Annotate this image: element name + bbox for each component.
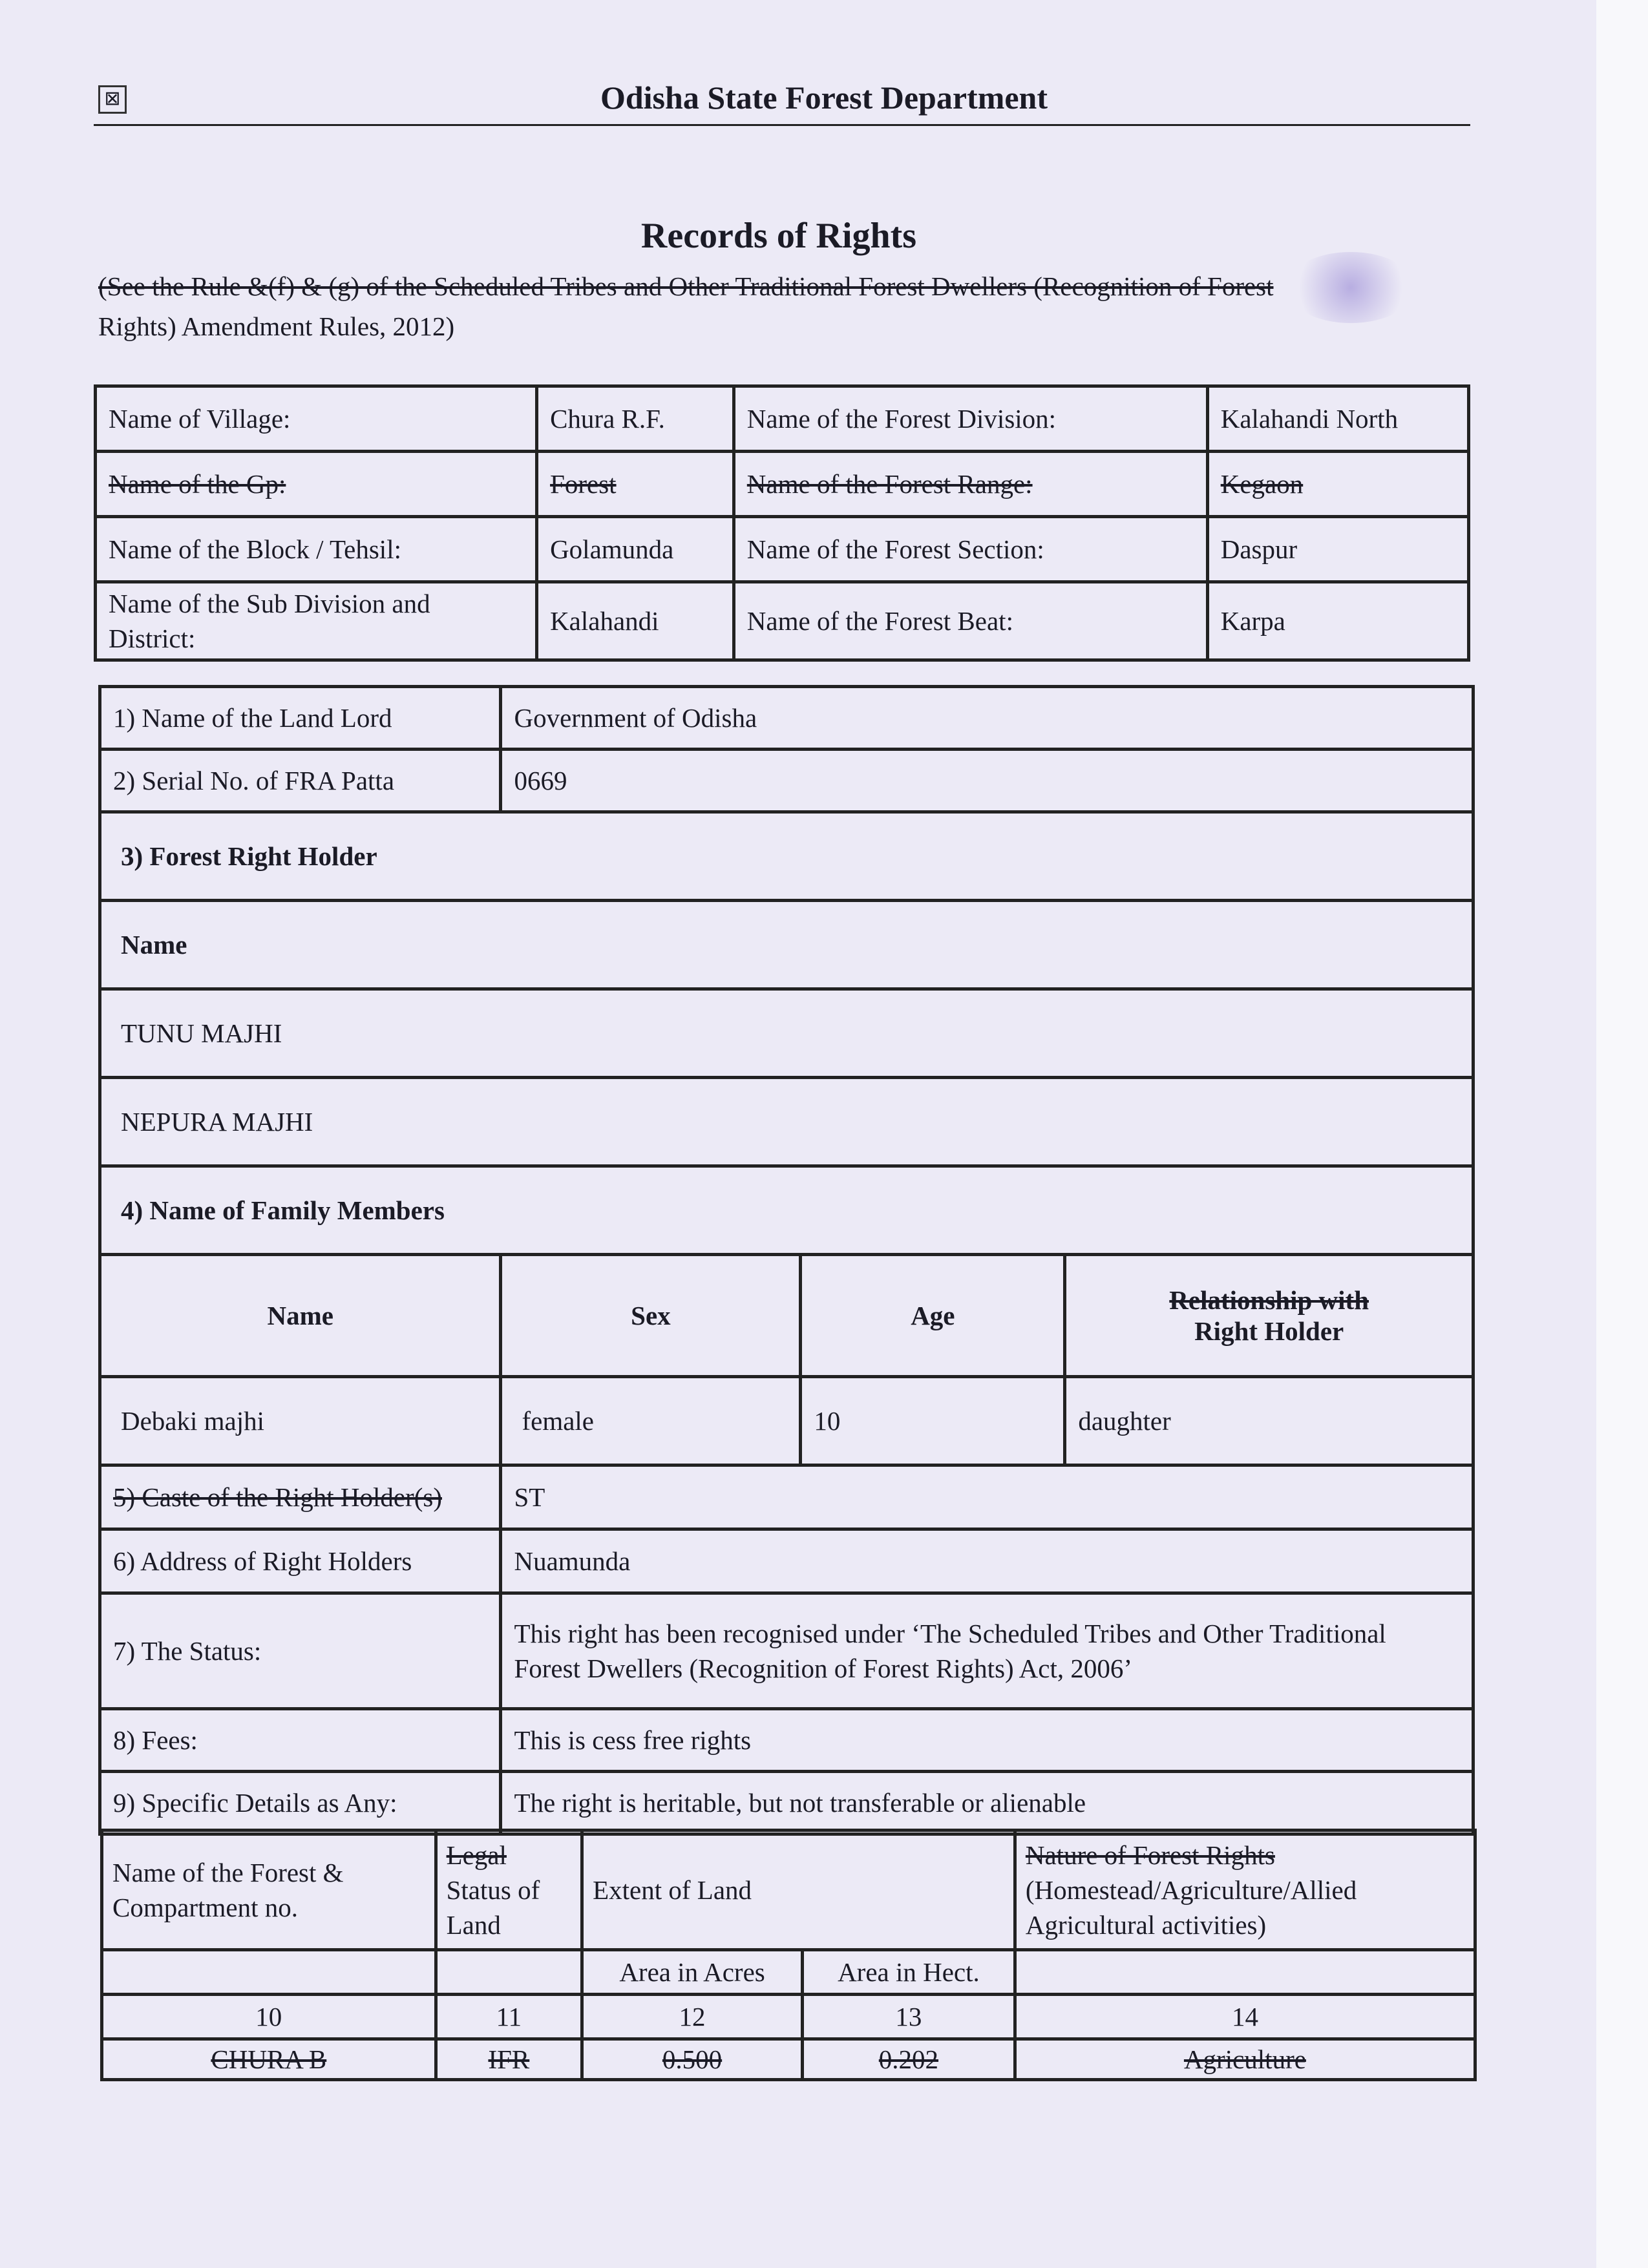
fees-label: 8) Fees:: [100, 1709, 501, 1772]
section-value: Daspur: [1207, 517, 1468, 582]
col-number: 13: [802, 1995, 1015, 2039]
land-legal: IFR: [436, 2039, 582, 2080]
col-number: 11: [436, 1995, 582, 2039]
family-col-sex: Sex: [501, 1255, 801, 1377]
subdiv-value: Kalahandi: [537, 582, 734, 660]
gp-value: Forest: [537, 452, 734, 517]
holder-name: TUNU MAJHI: [100, 989, 1474, 1078]
range-label: Name of the Forest Range:: [734, 452, 1207, 517]
col-acres: Area in Acres: [582, 1950, 803, 1995]
table-row: [100, 750, 1474, 812]
table-row: [102, 1995, 1475, 2039]
col-legal-struck: Legal: [446, 1840, 507, 1870]
status-line-1: This right has been recognised under ‘The Scheduled Tribes and Other Traditional: [514, 1619, 1386, 1648]
col-forest: Name of the Forest & Compartment no.: [102, 1831, 436, 1950]
land-hect: 0.202: [802, 2039, 1015, 2080]
relationship-struck: Relationship with: [1169, 1285, 1369, 1315]
address-value: Nuamunda: [501, 1529, 1474, 1593]
block-value: Golamunda: [537, 517, 734, 582]
family-member-sex: female: [501, 1377, 801, 1465]
x-icon: ⊠: [98, 85, 127, 114]
family-member-relationship: daughter: [1065, 1377, 1474, 1465]
subtitle-rest: Rights) Amendment Rules, 2012): [98, 311, 455, 341]
table-row: [100, 901, 1474, 989]
subdiv-label: Name of the Sub Division and District:: [96, 582, 537, 660]
col-number: 12: [582, 1995, 803, 2039]
document-subtitle: [98, 266, 1430, 346]
range-value: Kegaon: [1207, 452, 1468, 517]
table-row: [100, 812, 1474, 901]
holder-heading: 3) Forest Right Holder: [100, 812, 1474, 901]
status-line-2: Forest Dwellers (Recognition of Forest Rights) Act, 2006’: [514, 1654, 1133, 1683]
village-label: Name of Village:: [96, 386, 537, 452]
table-row: [96, 386, 1469, 452]
beat-value: Karpa: [1207, 582, 1468, 660]
rights-table: [98, 685, 1475, 1836]
table-row: [102, 1950, 1475, 1995]
status-value: [501, 1593, 1474, 1709]
land-nature: Agriculture: [1015, 2039, 1475, 2080]
location-table: [94, 384, 1470, 662]
family-member-name: Debaki majhi: [100, 1377, 501, 1465]
col-nature: [1015, 1831, 1475, 1950]
col-nature-struck: Nature of Forest Rights: [1025, 1840, 1275, 1870]
header-title: Odisha State Forest Department: [600, 79, 1048, 116]
serial-label: 2) Serial No. of FRA Patta: [100, 750, 501, 812]
table-row: [100, 1529, 1474, 1593]
col-legal-rest: Status of Land: [446, 1875, 540, 1940]
fees-value: This is cess free rights: [501, 1709, 1474, 1772]
land-forest: CHURA B: [102, 2039, 436, 2080]
division-value: Kalahandi North: [1207, 386, 1468, 452]
document-title: Records of Rights: [640, 216, 917, 256]
land-table: [100, 1829, 1477, 2081]
family-heading: 4) Name of Family Members: [100, 1166, 1474, 1255]
col-legal: [436, 1831, 582, 1950]
table-row: [100, 1078, 1474, 1166]
landlord-label: 1) Name of the Land Lord: [100, 687, 501, 750]
col-number: 10: [102, 1995, 436, 2039]
table-row: [100, 1772, 1474, 1834]
table-row: [96, 517, 1469, 582]
address-label: 6) Address of Right Holders: [100, 1529, 501, 1593]
block-label: Name of the Block / Tehsil:: [96, 517, 537, 582]
table-row: [100, 687, 1474, 750]
family-col-name: Name: [100, 1255, 501, 1377]
table-row: [100, 1465, 1474, 1529]
family-member-age: 10: [801, 1377, 1065, 1465]
header-divider: [94, 124, 1470, 126]
village-value: Chura R.F.: [537, 386, 734, 452]
col-number: 14: [1015, 1995, 1475, 2039]
table-row: [102, 1831, 1475, 1950]
relationship-rest: Right Holder: [1194, 1316, 1344, 1346]
col-hect: Area in Hect.: [802, 1950, 1015, 1995]
division-label: Name of the Forest Division:: [734, 386, 1207, 452]
serial-value: 0669: [501, 750, 1474, 812]
section-label: Name of the Forest Section:: [734, 517, 1207, 582]
empty-cell: [436, 1950, 582, 1995]
land-acres: 0.500: [582, 2039, 803, 2080]
table-row: [102, 2039, 1475, 2080]
family-col-age: Age: [801, 1255, 1065, 1377]
table-row: [100, 1166, 1474, 1255]
status-label: 7) The Status:: [100, 1593, 501, 1709]
table-row: [100, 1255, 1474, 1377]
col-extent: Extent of Land: [582, 1831, 1015, 1950]
specific-value: The right is heritable, but not transferable or alienable: [501, 1772, 1474, 1834]
table-row: [100, 989, 1474, 1078]
holder-name: NEPURA MAJHI: [100, 1078, 1474, 1166]
table-row: [100, 1709, 1474, 1772]
col-nature-rest: (Homestead/Agriculture/Allied Agricultural activities): [1025, 1875, 1357, 1940]
empty-cell: [1015, 1950, 1475, 1995]
beat-label: Name of the Forest Beat:: [734, 582, 1207, 660]
landlord-value: Government of Odisha: [501, 687, 1474, 750]
table-row: [100, 1593, 1474, 1709]
name-heading: Name: [100, 901, 1474, 989]
subtitle-struck: (See the Rule &(f) & (g) of the Scheduled Tribes and Other Traditional Forest Dwellers (Recognition of Forest: [98, 271, 1274, 301]
caste-label: 5) Caste of the Right Holder(s): [100, 1465, 501, 1529]
empty-cell: [102, 1950, 436, 1995]
table-row: [96, 452, 1469, 517]
table-row: [100, 1377, 1474, 1465]
page-edge: [1596, 0, 1648, 2268]
gp-label: Name of the Gp:: [96, 452, 537, 517]
table-row: [96, 582, 1469, 660]
caste-value: ST: [501, 1465, 1474, 1529]
specific-label: 9) Specific Details as Any:: [100, 1772, 501, 1834]
family-col-relationship: [1065, 1255, 1474, 1377]
